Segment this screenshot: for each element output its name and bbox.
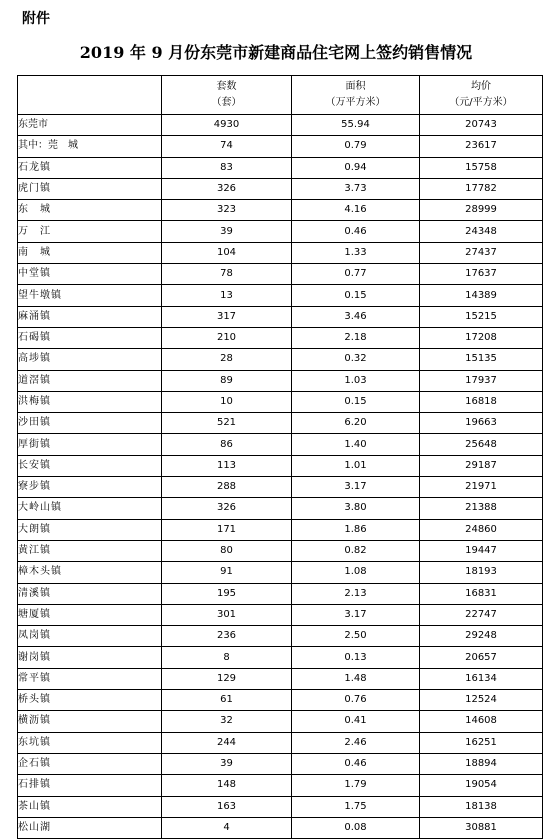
units-cell: 104 [162,242,292,263]
area-cell: 0.46 [292,221,420,242]
table-row [18,434,543,455]
region-name-cell: 道滘镇 [18,370,162,391]
price-cell: 25648 [420,434,543,455]
sales-table-body [18,76,543,839]
area-cell: 3.46 [292,306,420,327]
price-cell: 14608 [420,711,543,732]
header-area-unit: （万平方米） [325,97,386,108]
region-name-cell: 高埗镇 [18,349,162,370]
price-cell: 15215 [420,306,543,327]
region-name-cell: 大朗镇 [18,519,162,540]
units-cell: 8 [162,647,292,668]
price-cell: 24348 [420,221,543,242]
table-row [18,221,543,242]
table-row [18,540,543,561]
table-row [18,477,543,498]
area-cell: 0.13 [292,647,420,668]
header-units-unit: （套） [211,97,242,108]
table-row [18,604,543,625]
region-name-cell: 松山湖 [18,817,162,838]
area-cell: 0.08 [292,817,420,838]
area-cell: 55.94 [292,115,420,136]
area-cell: 0.15 [292,285,420,306]
area-cell: 0.15 [292,391,420,412]
header-price-label: 均价 [471,81,491,92]
region-name-cell: 万 江 [18,221,162,242]
price-cell: 16251 [420,732,543,753]
price-cell: 16134 [420,668,543,689]
table-row [18,647,543,668]
region-name-cell: 麻涌镇 [18,306,162,327]
region-name-cell: 石碣镇 [18,327,162,348]
area-cell: 1.08 [292,562,420,583]
region-name-cell: 望牛墩镇 [18,285,162,306]
table-row [18,711,543,732]
table-row [18,157,543,178]
header-price [420,76,543,115]
units-cell: 323 [162,200,292,221]
area-cell: 0.32 [292,349,420,370]
units-cell: 148 [162,775,292,796]
region-name-cell: 大岭山镇 [18,498,162,519]
header-units-label: 套数 [216,81,237,92]
area-cell: 0.46 [292,753,420,774]
table-row [18,391,543,412]
region-name-cell: 寮步镇 [18,477,162,498]
units-cell: 113 [162,455,292,476]
units-cell: 61 [162,690,292,711]
region-name-cell: 横沥镇 [18,711,162,732]
table-row [18,136,543,157]
region-name-cell: 南 城 [18,242,162,263]
table-row [18,732,543,753]
table-row [18,775,543,796]
area-cell: 0.41 [292,711,420,732]
price-cell: 29187 [420,455,543,476]
units-cell: 83 [162,157,292,178]
table-row [18,583,543,604]
units-cell: 91 [162,562,292,583]
area-cell: 2.18 [292,327,420,348]
price-cell: 14389 [420,285,543,306]
region-name-cell: 东 城 [18,200,162,221]
price-cell: 21971 [420,477,543,498]
table-row [18,178,543,199]
region-name-cell: 谢岗镇 [18,647,162,668]
price-cell: 18193 [420,562,543,583]
units-cell: 4 [162,817,292,838]
area-cell: 4.16 [292,200,420,221]
units-cell: 171 [162,519,292,540]
header-price-unit: （元/平方米） [449,97,513,108]
units-cell: 86 [162,434,292,455]
table-row [18,519,543,540]
price-cell: 12524 [420,690,543,711]
units-cell: 78 [162,264,292,285]
units-cell: 317 [162,306,292,327]
price-cell: 23617 [420,136,543,157]
table-row [18,668,543,689]
price-cell: 15135 [420,349,543,370]
price-cell: 20657 [420,647,543,668]
table-row [18,753,543,774]
table-row [18,349,543,370]
area-cell: 1.79 [292,775,420,796]
area-cell: 0.82 [292,540,420,561]
price-cell: 20743 [420,115,543,136]
price-cell: 28999 [420,200,543,221]
units-cell: 10 [162,391,292,412]
units-cell: 89 [162,370,292,391]
units-cell: 326 [162,178,292,199]
area-cell: 0.79 [292,136,420,157]
region-name-cell: 洪梅镇 [18,391,162,412]
units-cell: 288 [162,477,292,498]
region-name-cell: 东坑镇 [18,732,162,753]
price-cell: 17637 [420,264,543,285]
units-cell: 129 [162,668,292,689]
region-name-cell: 常平镇 [18,668,162,689]
units-cell: 195 [162,583,292,604]
price-cell: 17782 [420,178,543,199]
units-cell: 80 [162,540,292,561]
table-row [18,413,543,434]
units-cell: 163 [162,796,292,817]
area-cell: 3.17 [292,604,420,625]
area-cell: 1.33 [292,242,420,263]
region-name-cell: 虎门镇 [18,178,162,199]
table-row [18,200,543,221]
units-cell: 32 [162,711,292,732]
price-cell: 22747 [420,604,543,625]
table-row [18,796,543,817]
region-name-cell: 其中：莞 城 [18,136,162,157]
price-cell: 15758 [420,157,543,178]
table-row [18,285,543,306]
price-cell: 24860 [420,519,543,540]
header-units [162,76,292,115]
region-name-cell: 石排镇 [18,775,162,796]
area-cell: 6.20 [292,413,420,434]
table-row [18,498,543,519]
area-cell: 0.77 [292,264,420,285]
region-name-cell: 樟木头镇 [18,562,162,583]
area-cell: 2.13 [292,583,420,604]
units-cell: 39 [162,753,292,774]
region-name-cell: 东莞市 [18,115,162,136]
price-cell: 27437 [420,242,543,263]
units-cell: 28 [162,349,292,370]
table-row [18,455,543,476]
area-cell: 3.80 [292,498,420,519]
area-cell: 1.40 [292,434,420,455]
area-cell: 3.73 [292,178,420,199]
area-cell: 1.03 [292,370,420,391]
table-row [18,306,543,327]
units-cell: 4930 [162,115,292,136]
region-name-cell: 凤岗镇 [18,626,162,647]
table-row [18,817,543,838]
table-row [18,690,543,711]
area-cell: 1.75 [292,796,420,817]
units-cell: 210 [162,327,292,348]
price-cell: 17208 [420,327,543,348]
table-row [18,370,543,391]
table-row [18,626,543,647]
region-name-cell: 清溪镇 [18,583,162,604]
header-name-cell [18,76,162,115]
units-cell: 521 [162,413,292,434]
units-cell: 244 [162,732,292,753]
price-cell: 16818 [420,391,543,412]
header-area [292,76,420,115]
table-row [18,562,543,583]
header-area-label: 面积 [345,81,366,92]
price-cell: 19663 [420,413,543,434]
area-cell: 0.94 [292,157,420,178]
region-name-cell: 企石镇 [18,753,162,774]
table-row [18,327,543,348]
units-cell: 236 [162,626,292,647]
table-row [18,242,543,263]
table-header-row [18,76,543,115]
region-name-cell: 沙田镇 [18,413,162,434]
attachment-label: 附件 [22,11,50,27]
price-cell: 18894 [420,753,543,774]
area-cell: 1.48 [292,668,420,689]
price-cell: 19447 [420,540,543,561]
units-cell: 301 [162,604,292,625]
units-cell: 74 [162,136,292,157]
table-row [18,264,543,285]
sales-table [17,75,543,839]
region-name-cell: 茶山镇 [18,796,162,817]
price-cell: 16831 [420,583,543,604]
price-cell: 17937 [420,370,543,391]
region-name-cell: 塘厦镇 [18,604,162,625]
area-cell: 1.01 [292,455,420,476]
price-cell: 21388 [420,498,543,519]
region-name-cell: 桥头镇 [18,690,162,711]
table-row [18,115,543,136]
region-name-cell: 黄江镇 [18,540,162,561]
price-cell: 18138 [420,796,543,817]
units-cell: 39 [162,221,292,242]
region-name-cell: 中堂镇 [18,264,162,285]
area-cell: 2.46 [292,732,420,753]
page-title: 2019 年 9 月份东莞市新建商品住宅网上签约销售情况 [79,43,473,62]
units-cell: 326 [162,498,292,519]
area-cell: 1.86 [292,519,420,540]
price-cell: 30881 [420,817,543,838]
price-cell: 19054 [420,775,543,796]
price-cell: 29248 [420,626,543,647]
area-cell: 0.76 [292,690,420,711]
area-cell: 3.17 [292,477,420,498]
units-cell: 13 [162,285,292,306]
region-name-cell: 石龙镇 [18,157,162,178]
region-name-cell: 厚街镇 [18,434,162,455]
region-name-cell: 长安镇 [18,455,162,476]
area-cell: 2.50 [292,626,420,647]
